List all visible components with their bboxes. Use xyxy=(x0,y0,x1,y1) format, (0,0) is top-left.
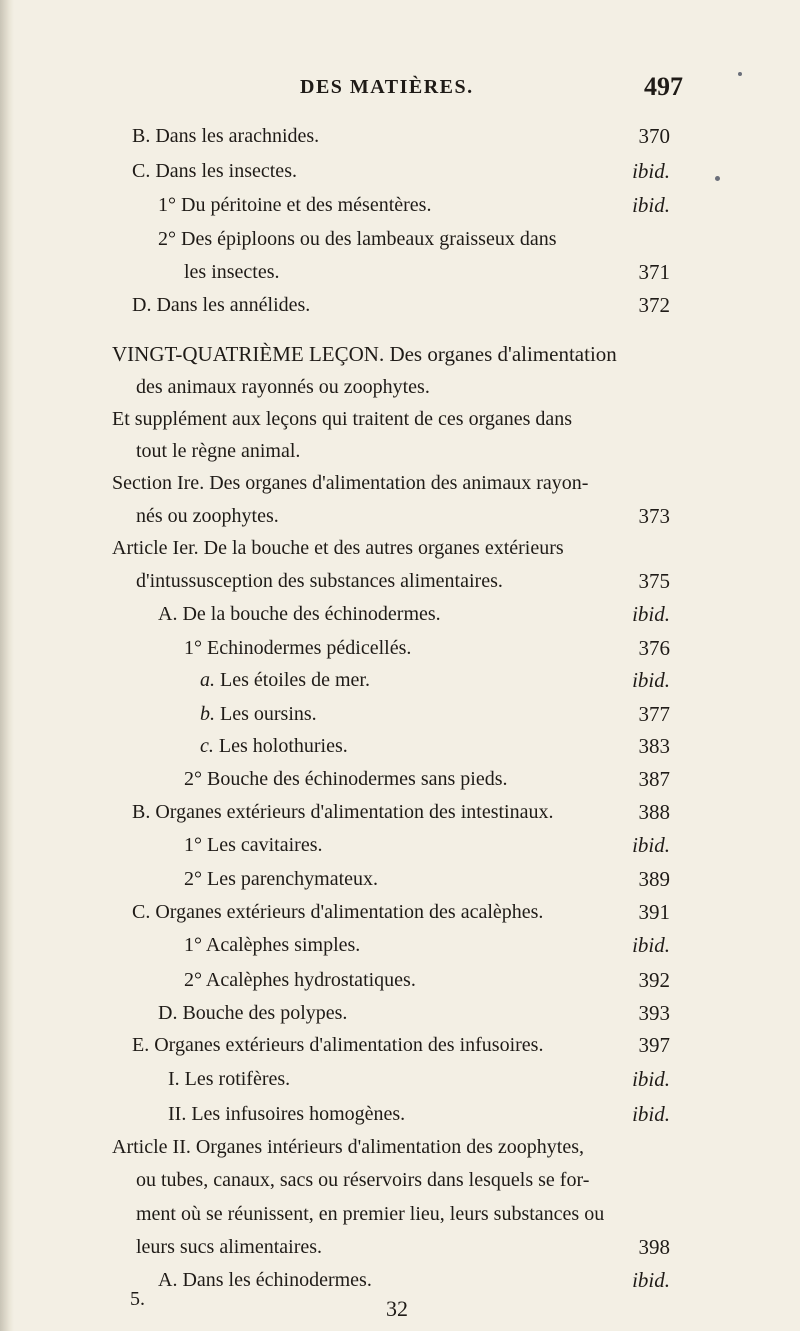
toc-entry-text: I. Les rotifères. xyxy=(168,1068,291,1090)
ink-speck xyxy=(715,176,720,181)
toc-entry-page: 387 xyxy=(638,767,670,791)
toc-entry xyxy=(0,1199,800,1235)
page-number: 497 xyxy=(644,72,683,101)
toc-entry-page: ibid. xyxy=(632,159,670,183)
toc-entry xyxy=(0,731,800,767)
toc-entry xyxy=(0,372,800,408)
ink-speck xyxy=(738,72,742,76)
toc-entry xyxy=(0,190,800,226)
toc-entry-page: ibid. xyxy=(632,1067,670,1091)
toc-entry-page: ibid. xyxy=(632,193,670,217)
toc-entry-text: 2° Les parenchymateux. xyxy=(184,868,379,890)
toc-entry-page: 398 xyxy=(638,1235,670,1259)
toc-entry-page: 391 xyxy=(638,900,670,924)
toc-entry xyxy=(0,699,800,735)
toc-entry-text: Article II. Organes intérieurs d'alimentation des zoophytes, xyxy=(112,1136,584,1158)
toc-entry-text: B. Organes extérieurs d'alimentation des intestinaux. xyxy=(132,801,554,823)
toc-entry-text: 2° Acalèphes hydrostatiques. xyxy=(184,969,416,991)
toc-entry xyxy=(0,1099,800,1135)
toc-entry xyxy=(0,1165,800,1201)
toc-entry-text: D. Dans les annélides. xyxy=(132,294,311,316)
toc-entry-text: ou tubes, canaux, sacs ou réservoirs dans lesquels se for- xyxy=(136,1169,590,1191)
toc-entry-text: a. Les étoiles de mer. xyxy=(200,669,370,691)
toc-entry xyxy=(0,436,800,472)
toc-entry-text: A. Dans les échinodermes. xyxy=(158,1269,372,1291)
toc-entry xyxy=(0,764,800,800)
toc-entry-page: 397 xyxy=(638,1033,670,1057)
toc-entry-page: 383 xyxy=(638,734,670,758)
toc-entry xyxy=(0,864,800,900)
toc-entry xyxy=(0,224,800,260)
toc-entry-text: d'intussusception des substances alimentaires. xyxy=(136,570,503,592)
toc-entry xyxy=(0,156,800,192)
toc-entry xyxy=(0,404,800,440)
toc-entry-text: D. Bouche des polypes. xyxy=(158,1002,348,1024)
toc-entry-page: 372 xyxy=(638,293,670,317)
toc-entry-text: nés ou zoophytes. xyxy=(136,505,279,527)
toc-entry xyxy=(0,830,800,866)
running-title: DES MATIÈRES. xyxy=(300,76,474,98)
toc-entry xyxy=(0,797,800,833)
toc-entry-text: A. De la bouche des échinodermes. xyxy=(158,603,441,625)
toc-entry-page: ibid. xyxy=(632,1268,670,1292)
toc-entry-text: C. Organes extérieurs d'alimentation des acalèphes. xyxy=(132,901,544,923)
toc-entry xyxy=(0,501,800,537)
toc-entry xyxy=(0,998,800,1034)
toc-entry-text: ment où se réunissent, en premier lieu, leurs substances ou xyxy=(136,1203,605,1225)
toc-entry xyxy=(0,599,800,635)
toc-entry-text: Section Ire. Des organes d'alimentation des animaux rayon- xyxy=(112,472,589,494)
toc-entry-page: 371 xyxy=(638,260,670,284)
toc-entry-page: ibid. xyxy=(632,1102,670,1126)
toc-entry-text: 1° Echinodermes pédicellés. xyxy=(184,637,412,659)
toc-entry-text: 2° Bouche des échinodermes sans pieds. xyxy=(184,768,508,790)
toc-entry xyxy=(0,897,800,933)
toc-entry-text: E. Organes extérieurs d'alimentation des infusoires. xyxy=(132,1034,544,1056)
toc-entry-text: 1° Les cavitaires. xyxy=(184,834,323,856)
toc-entry-text: b. Les oursins. xyxy=(200,703,317,725)
toc-entry xyxy=(0,339,800,375)
toc-entry-page: ibid. xyxy=(632,668,670,692)
page-header xyxy=(0,72,800,112)
toc-entry-text: II. Les infusoires homogènes. xyxy=(168,1103,406,1125)
toc-entry-text: les insectes. xyxy=(184,261,280,283)
toc-entry-text: leurs sucs alimentaires. xyxy=(136,1236,323,1258)
toc-entry-text: 1° Du péritoine et des mésentères. xyxy=(158,194,432,216)
toc-entry-page: 377 xyxy=(638,702,670,726)
toc-entry-text: C. Dans les insectes. xyxy=(132,160,297,182)
toc-entry-page: 376 xyxy=(638,636,670,660)
toc-entry xyxy=(0,965,800,1001)
toc-entry xyxy=(0,468,800,504)
toc-entry-text: des animaux rayonnés ou zoophytes. xyxy=(136,376,430,398)
toc-entry-page: 388 xyxy=(638,800,670,824)
toc-entry-text: 1° Acalèphes simples. xyxy=(184,934,361,956)
toc-entry xyxy=(0,1132,800,1168)
toc-entry-page: 389 xyxy=(638,867,670,891)
toc-entry xyxy=(0,633,800,669)
toc-entry xyxy=(0,1030,800,1066)
toc-entry xyxy=(0,290,800,326)
toc-entry-page: ibid. xyxy=(632,602,670,626)
toc-entry-page: 373 xyxy=(638,504,670,528)
toc-entry xyxy=(0,930,800,966)
toc-entry xyxy=(0,665,800,701)
toc-entry-page: 393 xyxy=(638,1001,670,1025)
toc-entry xyxy=(0,533,800,569)
folio-number: 32 xyxy=(386,1296,408,1321)
toc-entry xyxy=(0,1232,800,1268)
toc-entry-text: Et supplément aux leçons qui traitent de ces organes dans xyxy=(112,408,573,430)
toc-entry-text: 2° Des épiploons ou des lambeaux graisseux dans xyxy=(158,228,557,250)
toc-entry-text: B. Dans les arachnides. xyxy=(132,125,320,147)
toc-entry-page: ibid. xyxy=(632,833,670,857)
toc-entry xyxy=(0,566,800,602)
toc-entry xyxy=(0,1064,800,1100)
toc-entry-page: ibid. xyxy=(632,933,670,957)
toc-entry-text: Article Ier. De la bouche et des autres organes extérieurs xyxy=(112,537,564,559)
toc-entry-text: c. Les holothuries. xyxy=(200,735,348,757)
toc-entry xyxy=(0,257,800,293)
signature-mark: 5. xyxy=(130,1288,145,1310)
toc-entry-page: 370 xyxy=(638,124,670,148)
toc-entry-text: VINGT-QUATRIÈME LEÇON. Des organes d'alimentation xyxy=(112,342,617,366)
toc-entry xyxy=(0,121,800,157)
toc-entry-text: tout le règne animal. xyxy=(136,440,301,462)
toc-entry-page: 392 xyxy=(638,968,670,992)
toc-entry-page: 375 xyxy=(638,569,670,593)
